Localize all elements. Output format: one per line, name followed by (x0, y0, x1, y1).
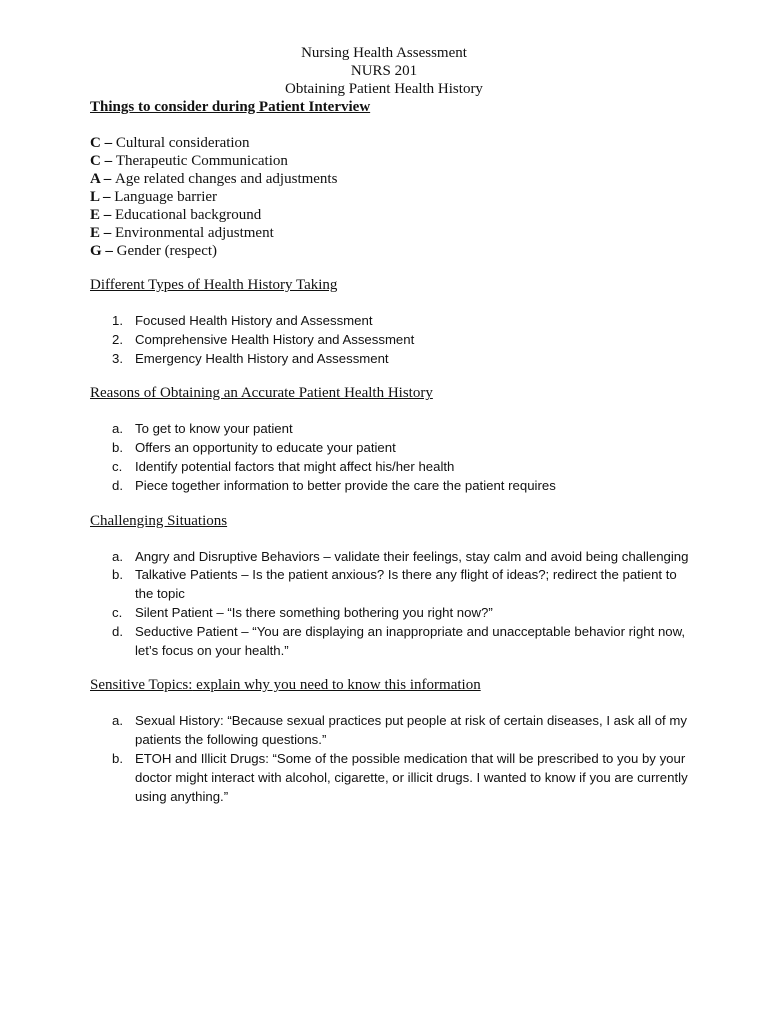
mnemonic-letter: G (90, 243, 102, 259)
mnemonic-letter: C (90, 135, 101, 151)
list-marker: b. (112, 440, 123, 456)
mnemonic-text: Age related changes and adjustments (115, 171, 338, 187)
list-item-text: Angry and Disruptive Behaviors – validate their feelings, stay calm and avoid being challenging (135, 548, 689, 564)
mnemonic-dash: – (99, 189, 115, 205)
list-marker: a. (112, 548, 123, 564)
mnemonic-text: Cultural consideration (115, 135, 250, 151)
list-item (90, 312, 690, 331)
mnemonic-item (90, 206, 708, 224)
interview-section (90, 98, 708, 260)
sensitive-heading (90, 676, 708, 694)
list-item (90, 350, 690, 369)
list-item (90, 712, 690, 750)
types-list (90, 312, 708, 368)
mnemonic-dash: – (100, 225, 116, 241)
reasons-heading: Reasons of Obtaining an Accurate Patient Health History (90, 385, 433, 402)
list-item-text: Talkative Patients – Is the patient anxious? Is there any flight of ideas?; redirect the patient to the topic (135, 567, 677, 602)
list-marker: c. (112, 604, 123, 620)
list-marker: d. (112, 477, 123, 493)
list-marker: 3. (112, 350, 123, 366)
list-item (90, 420, 690, 439)
list-item (90, 566, 690, 604)
list-marker: a. (112, 713, 123, 729)
list-item (90, 623, 690, 661)
list-item-text: Seductive Patient – “You are displaying an inappropriate and unacceptable behavior right now, let’s focus on your health.” (135, 623, 686, 658)
mnemonic-dash: – (100, 135, 116, 151)
mnemonic-dash: – (100, 207, 116, 223)
course-title: Nursing Health Assessment (301, 45, 467, 61)
mnemonic-text: Environmental adjustment (115, 225, 274, 241)
list-marker: 2. (112, 331, 123, 347)
list-item-text: Silent Patient – “Is there something bothering you right now?” (135, 604, 493, 620)
list-item (90, 604, 690, 623)
list-item (90, 458, 690, 477)
mnemonic-letter: L (90, 189, 100, 205)
list-item-text: Offers an opportunity to educate your patient (135, 440, 396, 456)
list-marker: 1. (112, 313, 123, 328)
list-item-text: Comprehensive Health History and Assessment (135, 331, 415, 347)
list-marker: a. (112, 421, 123, 437)
interview-heading: Things to consider during Patient Interview (90, 99, 371, 115)
sensitive-heading-rest: explain why you need to know this information (192, 677, 481, 694)
list-item (90, 331, 690, 350)
mnemonic-dash: – (100, 171, 116, 187)
course-code: NURS 201 (350, 63, 418, 79)
mnemonic-item (90, 152, 708, 170)
list-item-text: Focused Health History and Assessment (135, 313, 373, 328)
mnemonic-item (90, 224, 708, 242)
mnemonic-letter: C (90, 153, 101, 169)
list-marker: b. (112, 567, 123, 583)
list-marker: b. (112, 750, 123, 766)
mnemonic-letter: A (90, 171, 101, 187)
interview-mnemonic-list (90, 134, 708, 260)
mnemonic-text: Educational background (115, 207, 262, 223)
document-header (90, 44, 678, 98)
list-item-text: Identify potential factors that might affect his/her health (135, 458, 455, 474)
list-item-text: Sexual History: “Because sexual practices put people at risk of certain diseases, I ask all of my patients the following questions.” (135, 713, 687, 748)
mnemonic-item (90, 242, 708, 260)
document-title: Obtaining Patient Health History (285, 81, 483, 97)
list-item (90, 477, 690, 496)
mnemonic-text: Language barrier (114, 189, 218, 205)
challenging-heading: Challenging Situations (90, 512, 228, 529)
sensitive-heading-label: Sensitive Topics: (90, 677, 193, 694)
mnemonic-letter: E (90, 207, 101, 223)
challenging-list (90, 548, 708, 661)
list-item-text: ETOH and Illicit Drugs: “Some of the possible medication that will be prescribed to you by your doctor might interact with alcohol, cigarette, or illicit drugs. I wanted to know if you are currently using anything.” (135, 750, 688, 804)
mnemonic-dash: – (100, 153, 116, 169)
mnemonic-item (90, 188, 708, 206)
reasons-list (90, 420, 708, 495)
list-item-text: To get to know your patient (135, 421, 293, 437)
list-item-text: Emergency Health History and Assessment (135, 350, 389, 366)
mnemonic-text: Therapeutic Communication (115, 153, 288, 169)
mnemonic-item (90, 134, 708, 152)
list-item (90, 439, 690, 458)
mnemonic-letter: E (90, 225, 101, 241)
list-item-text: Piece together information to better provide the care the patient requires (135, 477, 556, 493)
mnemonic-text: Gender (respect) (116, 243, 218, 259)
list-marker: d. (112, 623, 123, 639)
list-item (90, 750, 690, 806)
mnemonic-dash: – (101, 243, 117, 259)
sensitive-list (90, 712, 708, 806)
mnemonic-item (90, 170, 708, 188)
list-item (90, 548, 690, 567)
list-marker: c. (112, 458, 123, 474)
types-heading: Different Types of Health History Taking (90, 277, 338, 293)
